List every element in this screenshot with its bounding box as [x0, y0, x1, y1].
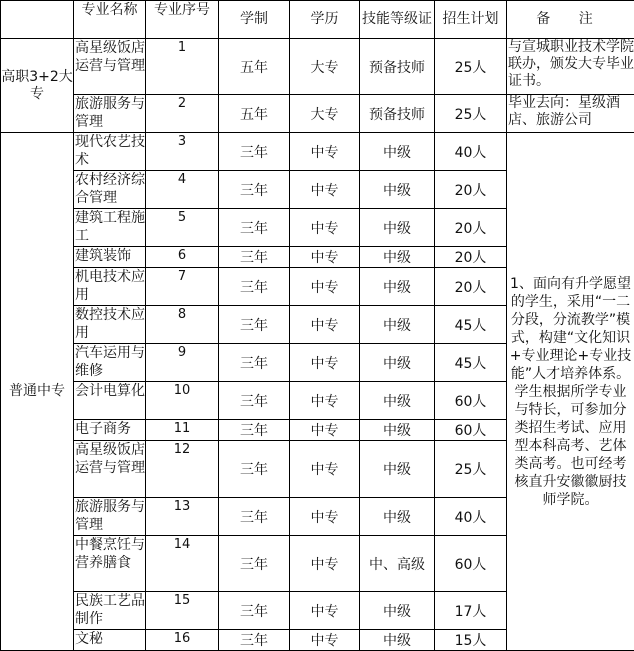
skill-level: 中级: [360, 382, 435, 420]
skill-level: 中、高级: [360, 536, 435, 592]
skill-level: 预备技师: [360, 95, 435, 133]
education: 中专: [290, 536, 360, 592]
table-row: [1, 39, 634, 95]
duration: 三年: [219, 133, 290, 171]
major-name: 民族工艺品制作: [74, 592, 146, 630]
duration: 五年: [219, 39, 290, 95]
skill-level: 中级: [360, 171, 435, 209]
skill-level: 中级: [360, 344, 435, 382]
header-category: [1, 1, 74, 39]
plan-count: 45人: [435, 344, 507, 382]
major-name: 会计电算化: [74, 382, 146, 420]
major-name: 旅游服务与管理: [74, 95, 146, 133]
duration: 三年: [219, 536, 290, 592]
header-seq: 专业序号: [146, 1, 219, 39]
major-name: 高星级饭店运营与管理: [74, 441, 146, 498]
header-duration: 学制: [219, 1, 290, 39]
education: 中专: [290, 133, 360, 171]
category-cell: 高职3+2大专: [1, 39, 74, 133]
plan-count: 20人: [435, 268, 507, 306]
skill-level: 中级: [360, 630, 435, 651]
header-plan: 招生计划: [435, 1, 507, 39]
major-name: 机电技术应用: [74, 268, 146, 306]
education: 中专: [290, 498, 360, 536]
duration: 三年: [219, 630, 290, 651]
skill-level: 预备技师: [360, 39, 435, 95]
major-name: 中餐烹饪与营养膳食: [74, 536, 146, 592]
education: 中专: [290, 247, 360, 268]
education: 中专: [290, 441, 360, 498]
major-seq: 10: [146, 382, 219, 420]
duration: 五年: [219, 95, 290, 133]
plan-count: 60人: [435, 536, 507, 592]
plan-count: 15人: [435, 630, 507, 651]
major-name: 建筑工程施工: [74, 209, 146, 247]
education: 中专: [290, 209, 360, 247]
major-seq: 7: [146, 268, 219, 306]
major-seq: 14: [146, 536, 219, 592]
plan-count: 60人: [435, 420, 507, 441]
plan-count: 25人: [435, 95, 507, 133]
plan-count: 40人: [435, 133, 507, 171]
duration: 三年: [219, 498, 290, 536]
duration: 三年: [219, 344, 290, 382]
skill-level: 中级: [360, 420, 435, 441]
skill-level: 中级: [360, 247, 435, 268]
education: 大专: [290, 39, 360, 95]
skill-level: 中级: [360, 306, 435, 344]
major-seq: 8: [146, 306, 219, 344]
major-seq: 6: [146, 247, 219, 268]
education: 中专: [290, 306, 360, 344]
plan-count: 20人: [435, 171, 507, 209]
major-name: 数控技术应用: [74, 306, 146, 344]
education: 中专: [290, 268, 360, 306]
education: 大专: [290, 95, 360, 133]
major-seq: 13: [146, 498, 219, 536]
category-cell: 普通中专: [1, 133, 74, 651]
education: 中专: [290, 592, 360, 630]
duration: 三年: [219, 171, 290, 209]
header-major: 专业名称: [74, 1, 146, 39]
major-seq: 3: [146, 133, 219, 171]
major-seq: 12: [146, 441, 219, 498]
skill-level: 中级: [360, 133, 435, 171]
major-seq: 11: [146, 420, 219, 441]
skill-level: 中级: [360, 268, 435, 306]
major-seq: 5: [146, 209, 219, 247]
plan-count: 20人: [435, 209, 507, 247]
major-name: 文秘: [74, 630, 146, 651]
header-row: [1, 1, 634, 39]
major-name: 汽车运用与维修: [74, 344, 146, 382]
major-name: 农村经济综合管理: [74, 171, 146, 209]
education: 中专: [290, 344, 360, 382]
duration: 三年: [219, 209, 290, 247]
major-name: 电子商务: [74, 420, 146, 441]
skill-level: 中级: [360, 441, 435, 498]
duration: 三年: [219, 247, 290, 268]
skill-level: 中级: [360, 592, 435, 630]
duration: 三年: [219, 306, 290, 344]
duration: 三年: [219, 441, 290, 498]
note-cell: 毕业去向：星级酒店、旅游公司: [507, 95, 634, 133]
header-note: 备 注: [507, 1, 634, 39]
major-name: 旅游服务与管理: [74, 498, 146, 536]
education: 中专: [290, 630, 360, 651]
plan-count: 60人: [435, 382, 507, 420]
header-skill: 技能等级证: [360, 1, 435, 39]
plan-count: 25人: [435, 39, 507, 95]
plan-count: 40人: [435, 498, 507, 536]
table-row: [1, 95, 634, 133]
major-seq: 2: [146, 95, 219, 133]
major-seq: 4: [146, 171, 219, 209]
header-education: 学历: [290, 1, 360, 39]
major-seq: 1: [146, 39, 219, 95]
education: 中专: [290, 420, 360, 441]
education: 中专: [290, 171, 360, 209]
major-seq: 9: [146, 344, 219, 382]
duration: 三年: [219, 420, 290, 441]
plan-count: 20人: [435, 247, 507, 268]
major-name: 高星级饭店运营与管理: [74, 39, 146, 95]
plan-count: 45人: [435, 306, 507, 344]
table-row: [1, 133, 634, 171]
duration: 三年: [219, 382, 290, 420]
duration: 三年: [219, 592, 290, 630]
major-name: 建筑装饰: [74, 247, 146, 268]
plan-count: 25人: [435, 441, 507, 498]
plan-count: 17人: [435, 592, 507, 630]
education: 中专: [290, 382, 360, 420]
note-cell: 1、面向有升学愿望的学生，采用“一二分段，分流教学”模式，构建“文化知识+专业理论+专业技能”人才培养体系。学生根据所学专业与特长，可参加分类招生考试、应用型本科高考、艺体类高考。也可经考核直升安徽徽厨技师学院。: [507, 133, 634, 651]
major-seq: 16: [146, 630, 219, 651]
skill-level: 中级: [360, 498, 435, 536]
duration: 三年: [219, 268, 290, 306]
major-seq: 15: [146, 592, 219, 630]
skill-level: 中级: [360, 209, 435, 247]
major-name: 现代农艺技术: [74, 133, 146, 171]
note-cell: 与宣城职业技术学院联办，颁发大专毕业证书。: [507, 39, 634, 95]
